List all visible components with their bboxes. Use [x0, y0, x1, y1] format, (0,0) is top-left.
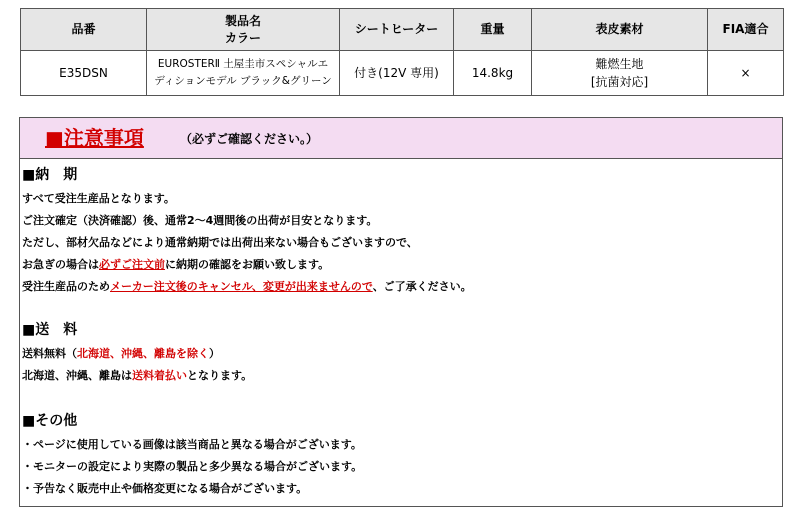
shipping-line-2-emphasis: 送料着払い — [132, 369, 187, 382]
header-product-name-line1: 製品名 — [224, 13, 261, 28]
delivery-line-4 — [22, 257, 329, 273]
delivery-line-1: すべて受注生産品となります。 — [22, 192, 175, 205]
other-line-2: ・モニターの設定により実際の製品と多少異なる場合がございます。 — [22, 460, 363, 473]
header-product-name — [147, 9, 340, 51]
header-fia: FIA適合 — [708, 9, 784, 51]
cell-part-no: E35DSN — [21, 51, 147, 96]
notice-header — [20, 118, 782, 159]
header-weight: 重量 — [454, 9, 532, 51]
delivery-line-5 — [22, 279, 472, 295]
delivery-line-5-c: 、ご了承ください。 — [372, 280, 472, 293]
spec-data-row — [21, 51, 784, 96]
product-spec-table — [20, 8, 784, 96]
cell-product-name-line1: EUROSTERⅡ 土屋圭市スペシャルエ — [157, 58, 329, 70]
cell-product-name-line2: ディションモデル ブラック&グリーン — [154, 75, 332, 87]
notice-title: ■注意事項 — [45, 126, 144, 150]
cell-weight: 14.8kg — [454, 51, 532, 96]
header-seat-heater: シートヒーター — [340, 9, 454, 51]
shipping-line-2-c: となります。 — [187, 369, 253, 382]
delivery-line-3: ただし、部材欠品などにより通常納期では出荷出来ない場合もございますので、 — [22, 236, 418, 249]
cell-material-line1: 難燃生地 — [595, 57, 644, 71]
shipping-line-1-emphasis: 北海道、沖縄、離島を除く — [77, 347, 209, 360]
cell-material — [532, 51, 708, 96]
spec-header-row — [21, 9, 784, 51]
delivery-line-2: ご注文確定（決済確認）後、通常2～4週間後の出荷が目安となります。 — [22, 214, 378, 227]
header-part-no: 品番 — [21, 9, 147, 51]
shipping-line-1-a: 送料無料（ — [22, 347, 77, 360]
cell-seat-heater: 付き(12V 専用) — [340, 51, 454, 96]
header-product-name-line2: カラー — [224, 30, 261, 45]
other-heading: ■その他 — [22, 413, 78, 429]
notice-subtitle: （必ずご確認ください。） — [180, 132, 319, 146]
delivery-heading: ■納 期 — [22, 167, 78, 183]
cell-fia: × — [708, 51, 784, 96]
cell-product-name — [147, 51, 340, 96]
shipping-line-2 — [22, 368, 252, 384]
other-line-3: ・予告なく販売中止や価格変更になる場合がございます。 — [22, 482, 308, 495]
other-line-1: ・ページに使用している画像は該当商品と異なる場合がございます。 — [22, 438, 362, 451]
notice-box — [19, 117, 783, 507]
delivery-line-5-emphasis: メーカー注文後のキャンセル、変更が出来ませんので — [110, 280, 373, 293]
delivery-line-4-emphasis: 必ずご注文前 — [99, 258, 165, 271]
delivery-line-5-a: 受注生産品のため — [22, 280, 110, 293]
header-material: 表皮素材 — [532, 9, 708, 51]
shipping-line-1-c: ） — [209, 347, 220, 360]
shipping-line-1 — [22, 346, 220, 362]
shipping-heading: ■送 料 — [22, 322, 78, 338]
delivery-line-4-c: に納期の確認をお願い致します。 — [165, 258, 330, 271]
shipping-line-2-a: 北海道、沖縄、離島は — [22, 369, 132, 382]
cell-material-line2: [抗菌対応] — [590, 75, 649, 89]
delivery-line-4-a: お急ぎの場合は — [22, 258, 99, 271]
